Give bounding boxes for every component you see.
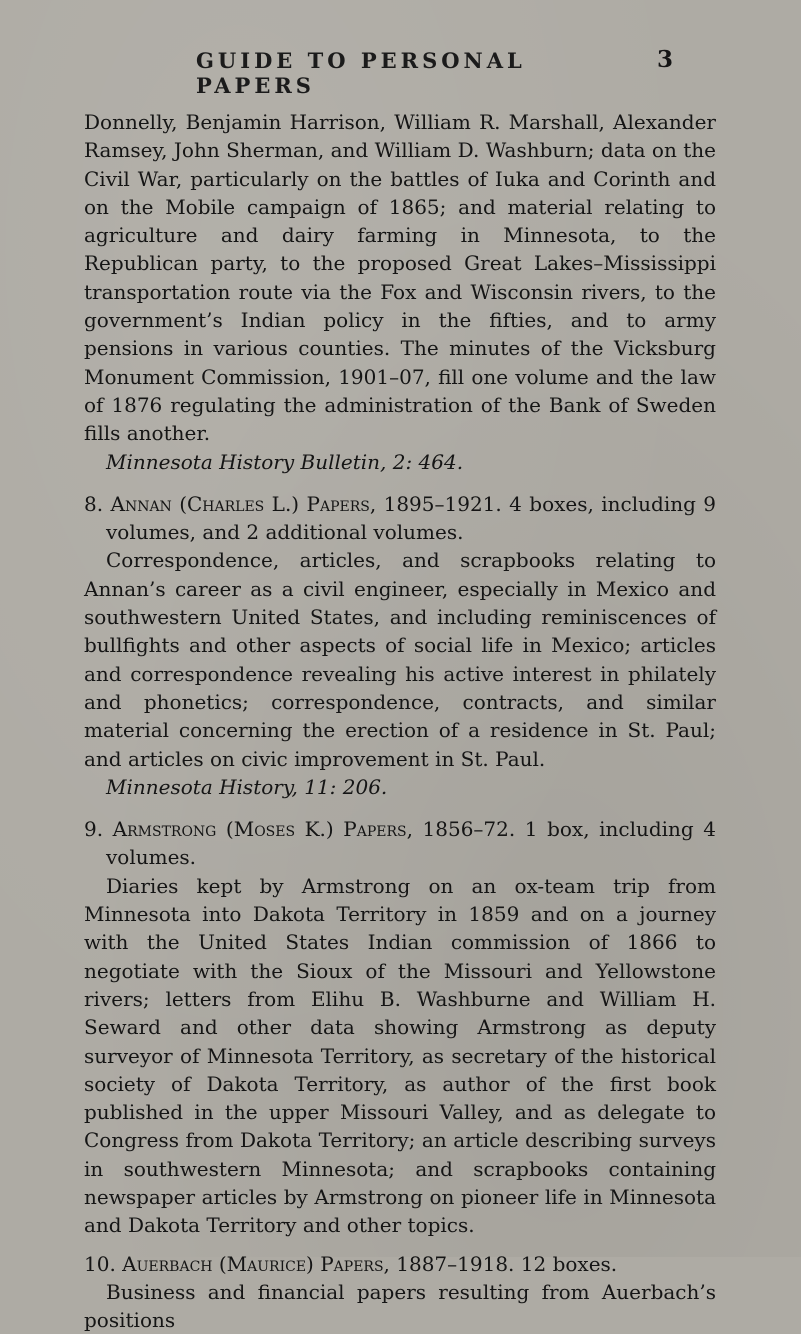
entry-citation: Minnesota History, 11: 206. [106,774,388,799]
body-text [84,108,716,1334]
entry-extent: , 1856–72. 1 box, including 4 volumes. [106,817,717,870]
entry-heading [84,815,716,872]
entry-name: Armstrong (Moses K.) Papers [112,817,407,842]
entry-9 [84,815,716,1239]
entry-description: Diaries kept by Armstrong on an ox-team trip from Minnesota into Dakota Territory in 1859 and on a journey with the United States Indian commission of 1866 to negotiate with the Sioux of the Missouri and Yellowstone rivers; letters from Elihu B. Washburne and William H. Seward and other data showing Armstrong as deputy surveyor of Minnesota Territory, as secretary of the historical society of Dakota Territory, as author of the first book published in the upper Missouri Valley, and as delegate to Congress from Dakota Territory; an article describing surveys in southwestern Minnesota; and scrapbooks containing newspaper articles by Armstrong on pioneer life in Minnesota and Dakota Territory and other topics. [84,873,716,1238]
intro-citation: Minnesota History Bulletin, 2: 464. [106,449,464,474]
running-title: GUIDE TO PERSONAL PAPERS [196,48,526,98]
intro-paragraph: Donnelly, Benjamin Harrison, William R. Marshall, Alexander Ramsey, John Sherman, and William D. Washburn; data on the Civil War, particularly on the battles of Iuka and Corinth and on the Mobile campaign of 1865; and material relating to agriculture and dairy farming in Minnesota, to the Republican party, to the proposed Great Lakes–Mississippi transportation route via the Fox and Wisconsin rivers, to the government’s Indian policy in the fifties, and to army pensions in various counties. The minutes of the Vicksburg Monument Commission, 1901–07, fill one volume and the law of 1876 regulating the administration of the Bank of Sweden fills another. [84,110,716,446]
entry-number: 8. [84,491,104,516]
entry-10 [84,1250,716,1334]
entry-name: Auerbach (Maurice) Papers [122,1251,384,1276]
entry-name: Annan (Charles L.) Papers [110,491,370,516]
entry-description: Business and financial papers resulting from Auerbach’s positions [84,1279,716,1333]
entry-description: Correspondence, articles, and scrapbooks relating to Annan’s career as a civil engineer, especially in Mexico and southwestern United States, and including reminiscences of bullfights and other aspects of social life in Mexico; articles and correspondence revealing his active interest in philately and phonetics; correspondence, contracts, and similar material concerning the erection of a residence in St. Paul; and articles on civic improvement in St. Paul. [84,548,716,771]
entry-heading [84,1250,716,1278]
entry-number: 9. [84,817,104,842]
entry-heading [84,490,716,547]
entry-extent: , 1887–1918. 12 boxes. [383,1251,618,1276]
page-number: 3 [657,46,674,73]
entry-extent: , 1895–1921. 4 boxes, including 9 volumes, and 2 additional volumes. [106,491,717,545]
entry-8 [84,490,716,801]
entry-number: 10. [84,1251,116,1276]
